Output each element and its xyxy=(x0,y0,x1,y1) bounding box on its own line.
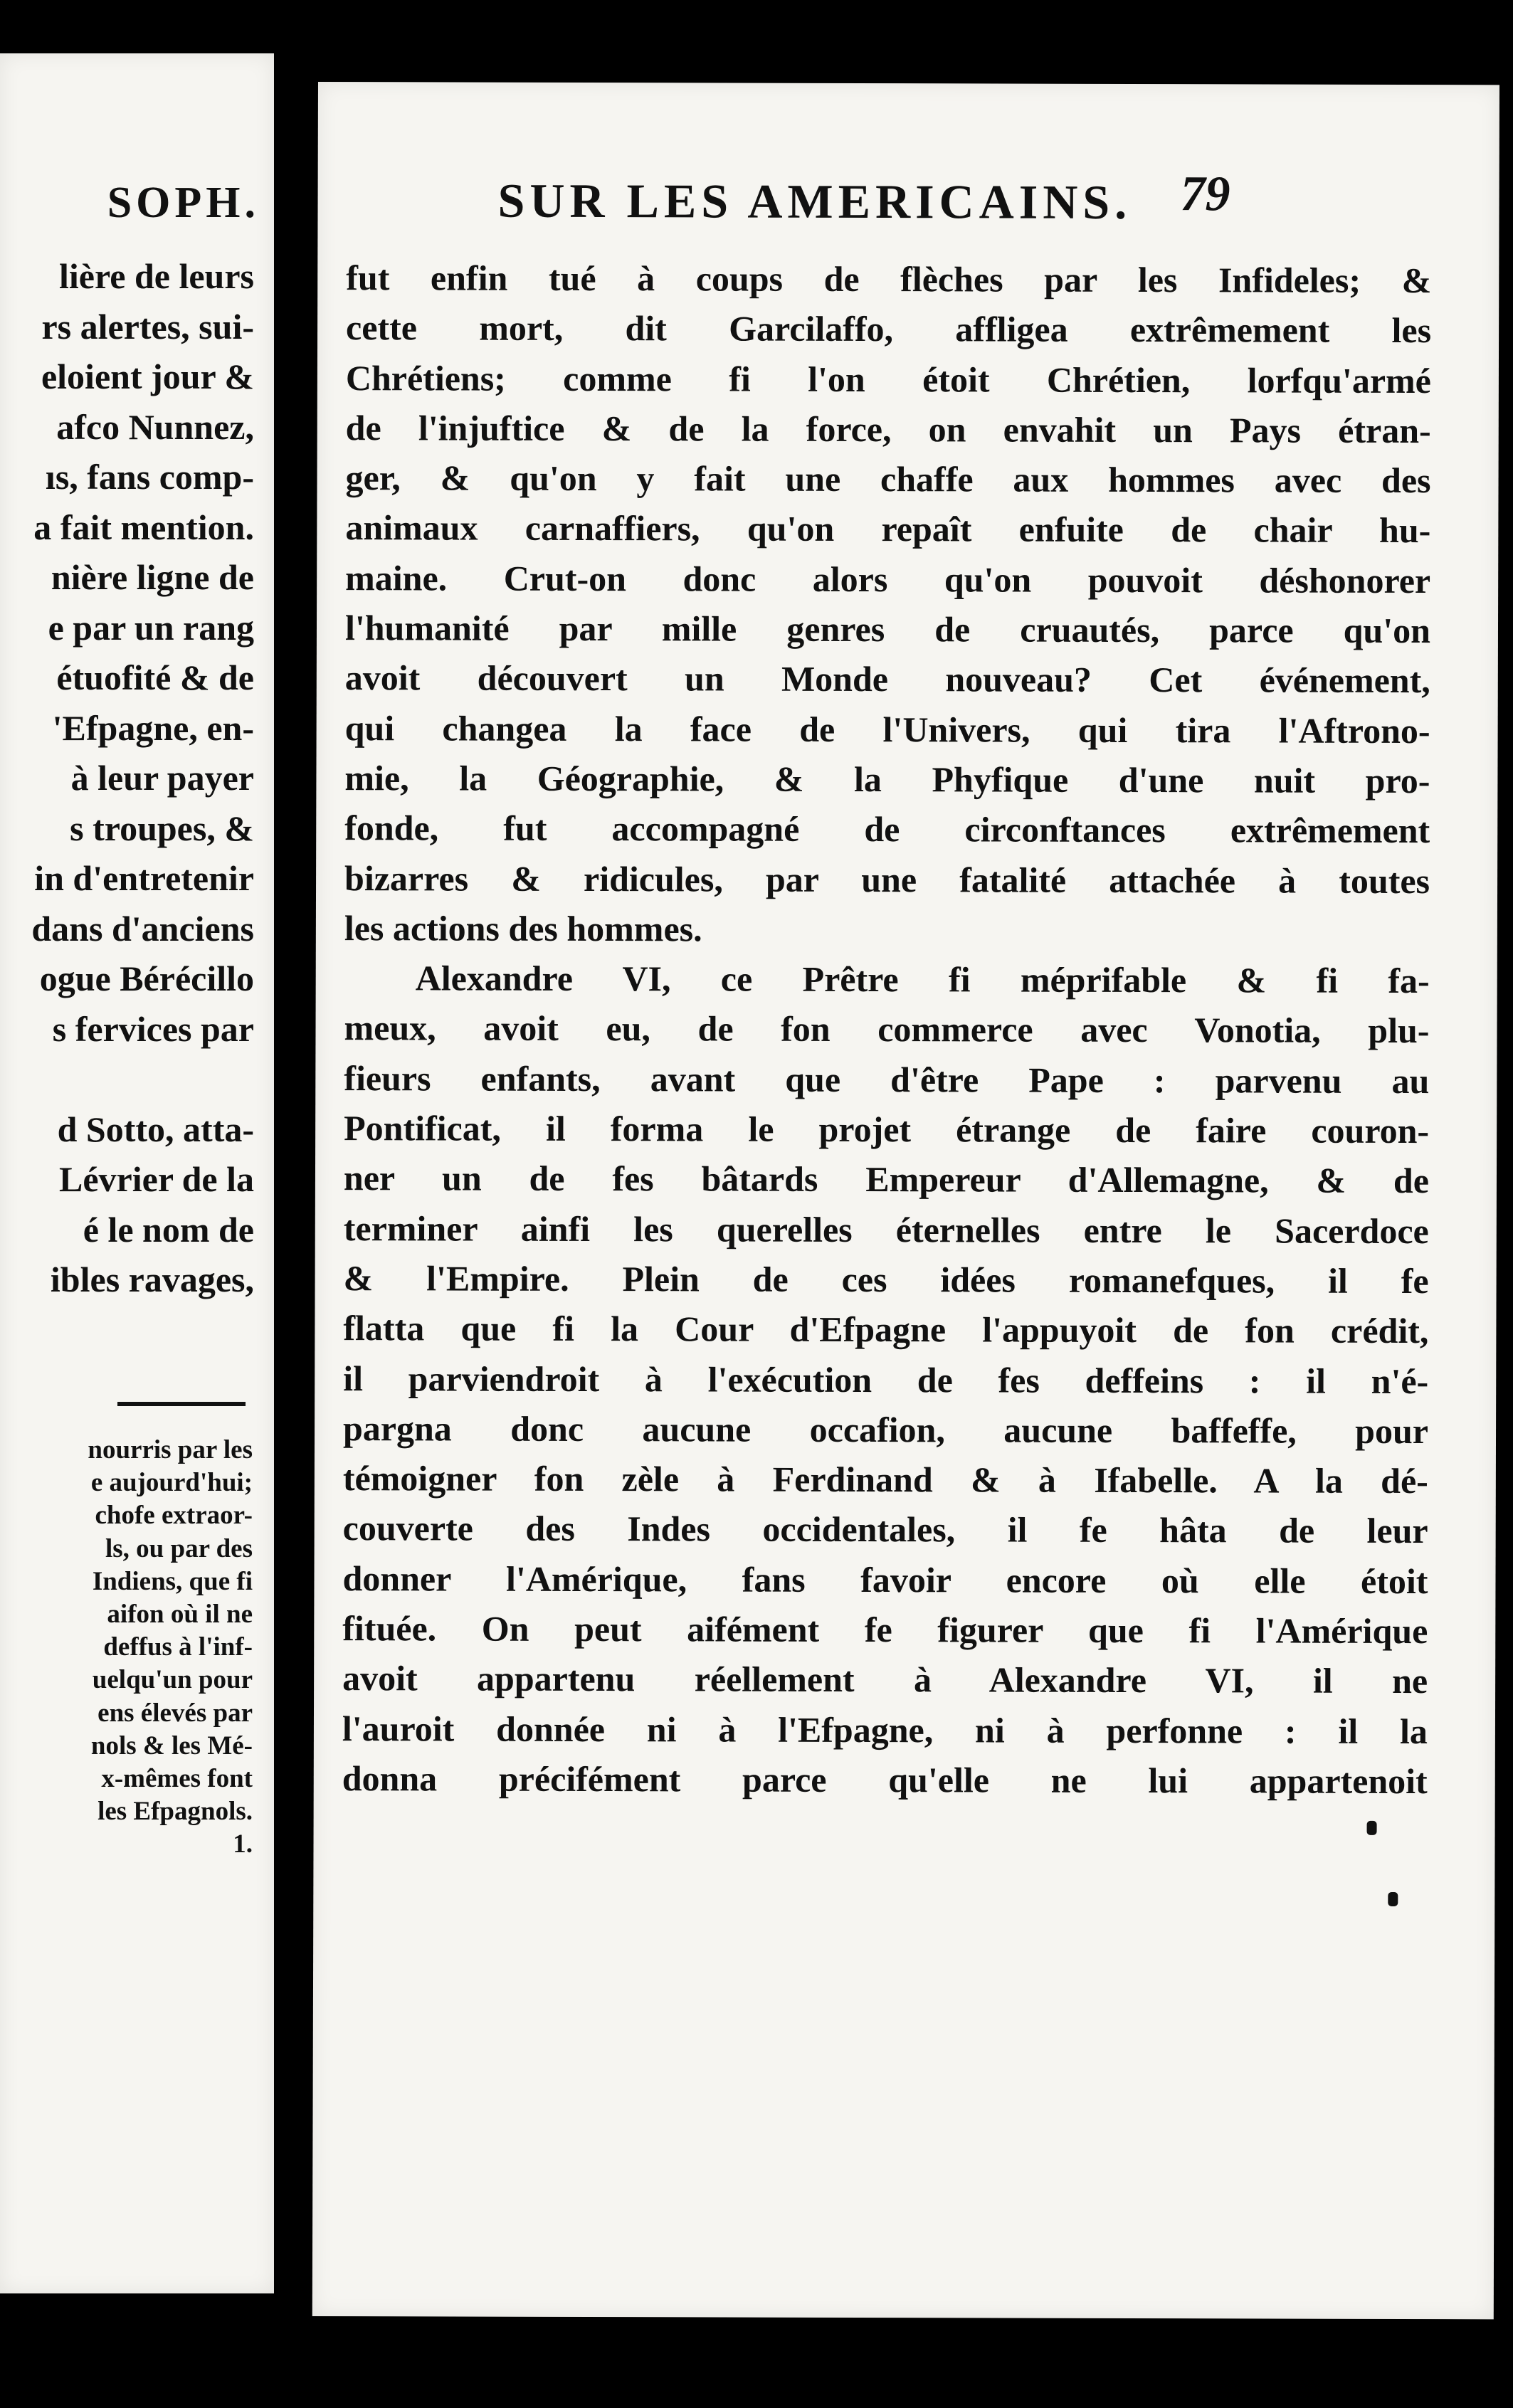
footnote-line: x-mêmes font xyxy=(101,1763,253,1793)
footnote-rule xyxy=(117,1402,246,1406)
footnote-line: nols & les Mé- xyxy=(90,1731,253,1760)
footnote-line: chofe extraor- xyxy=(95,1501,253,1531)
text-line: d Sotto, atta- xyxy=(57,1109,254,1149)
text-line: é le nom de xyxy=(83,1209,254,1250)
text-line: Pontificat, il forma le projet étrange de faire couron- xyxy=(344,1108,1430,1151)
text-line: meux, avoit eu, de fon commerce avec Vonotia, plu- xyxy=(344,1008,1430,1051)
text-line: Alexandre VI, ce Prêtre fi méprifable & fi fa- xyxy=(415,958,1430,1001)
text-line: 'Efpagne, en- xyxy=(52,707,254,748)
text-line: couverte des Indes occidentales, il fe hâta de leur xyxy=(342,1508,1428,1551)
text-line: fieurs enfants, avant que d'être Pape : parvenu au xyxy=(344,1057,1430,1101)
text-line: à leur payer xyxy=(70,758,254,798)
footnote-line: 1. xyxy=(233,1829,253,1859)
footnote-line: nourris par les xyxy=(88,1435,253,1464)
text-line: Lévrier de la xyxy=(59,1159,254,1199)
text-line: ner un de fes bâtards Empereur d'Allemagne, & de xyxy=(343,1158,1430,1201)
text-line: qui changea la face de l'Univers, qui tira l'Aftrono- xyxy=(344,707,1430,751)
footnote-line: Indiens, que fi xyxy=(92,1566,253,1596)
footnote-line: les Efpagnols. xyxy=(97,1797,253,1827)
text-line: ıs, fans comp- xyxy=(45,457,254,497)
text-line: nière ligne de xyxy=(51,557,254,597)
text-line: lière de leurs xyxy=(59,256,254,296)
text-line: les actions des hommes. xyxy=(344,907,702,949)
text-line: mie, la Géographie, & la Phyfique d'une nuit pro- xyxy=(344,758,1430,801)
text-line: animaux carnaffiers, qu'on repaît enfuite de chair hu- xyxy=(345,507,1431,551)
right-running-header: SUR LES AMERICAINS. xyxy=(497,173,1132,229)
footnote-line: ens élevés par xyxy=(97,1698,253,1728)
left-footnotes xyxy=(0,1434,253,1861)
text-line: donner l'Amérique, fans favoir encore où elle étoit xyxy=(342,1558,1428,1601)
footnote-line: ls, ou par des xyxy=(105,1533,253,1563)
text-line: témoigner fon zèle à Ferdinand & à Ifabelle. A la dé- xyxy=(342,1458,1428,1501)
right-body-text xyxy=(342,253,1432,1806)
text-line: l'humanité par mille genres de cruautés, parce qu'on xyxy=(344,608,1431,651)
text-line: avoit appartenu réellement à Alexandre VI, il ne xyxy=(342,1658,1428,1701)
text-line xyxy=(0,1054,254,1104)
left-running-header: SOPH. xyxy=(107,179,260,227)
text-line: dans d'anciens xyxy=(31,908,254,949)
text-line: maine. Crut-on donc alors qu'on pouvoit déshonorer xyxy=(345,557,1431,601)
footnote-line: e aujourd'hui; xyxy=(90,1468,253,1498)
left-page xyxy=(0,53,274,2293)
text-line: de l'injuftice & de la force, on envahit un Pays étran- xyxy=(345,407,1431,450)
text-line: avoit découvert un Monde nouveau? Cet événement, xyxy=(344,658,1430,701)
text-line: ger, & qu'on y fait une chaffe aux hommes avec des xyxy=(345,458,1431,501)
text-line: fituée. On peut aifément fe figurer que fi l'Amérique xyxy=(342,1608,1428,1652)
footnote-line: aifon où il ne xyxy=(107,1599,253,1629)
text-line: eloient jour & xyxy=(41,357,254,396)
left-body-text xyxy=(0,251,254,1305)
text-line: a fait mention. xyxy=(33,507,254,547)
text-line: flatta que fi la Cour d'Efpagne l'appuyoit de fon crédit, xyxy=(343,1308,1429,1351)
text-line: rs alertes, sui- xyxy=(41,306,254,347)
right-page xyxy=(312,82,1499,2319)
text-line: il parviendroit à l'exécution de fes deffeins : il n'é- xyxy=(343,1358,1429,1401)
text-line: terminer ainfi les querelles éternelles entre le Sacerdoce xyxy=(343,1208,1429,1251)
text-line: pargna donc aucune occafion, aucune baffeffe, pour xyxy=(342,1408,1429,1451)
text-line: bizarres & ridicules, par une fatalité attachée à toutes xyxy=(344,857,1430,901)
text-line: l'auroit donnée ni à l'Efpagne, ni à perfonne : il la xyxy=(342,1708,1428,1751)
text-line: s fervices par xyxy=(52,1008,254,1049)
text-line: ibles ravages, xyxy=(50,1260,254,1299)
page-number: 79 xyxy=(1180,167,1230,222)
text-line: s troupes, & xyxy=(70,808,254,848)
text-line: Chrétiens; comme fi l'on étoit Chrétien, lorfqu'armé xyxy=(345,357,1431,401)
text-line: afco Nunnez, xyxy=(56,406,254,447)
ink-speck xyxy=(1388,1892,1398,1906)
footnote-line: uelqu'un pour xyxy=(92,1665,253,1695)
text-line: in d'entretenir xyxy=(34,858,254,898)
text-line: & l'Empire. Plein de ces idées romanefques, il fe xyxy=(343,1258,1429,1301)
ink-speck xyxy=(1367,1821,1377,1835)
text-line: e par un rang xyxy=(48,607,254,648)
text-line: ogue Bérécillo xyxy=(39,959,254,998)
text-line: fut enfin tué à coups de flèches par les Infideles; & xyxy=(346,258,1432,301)
text-line: cette mort, dit Garcilaffo, affligea extrêmement les xyxy=(346,307,1432,351)
footnote-line: deffus à l'inf- xyxy=(103,1632,253,1662)
text-line: étuofité & de xyxy=(56,658,254,697)
text-line: donna précifément parce qu'elle ne lui appartenoit xyxy=(342,1758,1428,1801)
text-line: fonde, fut accompagné de circonftances extrêmement xyxy=(344,808,1430,851)
